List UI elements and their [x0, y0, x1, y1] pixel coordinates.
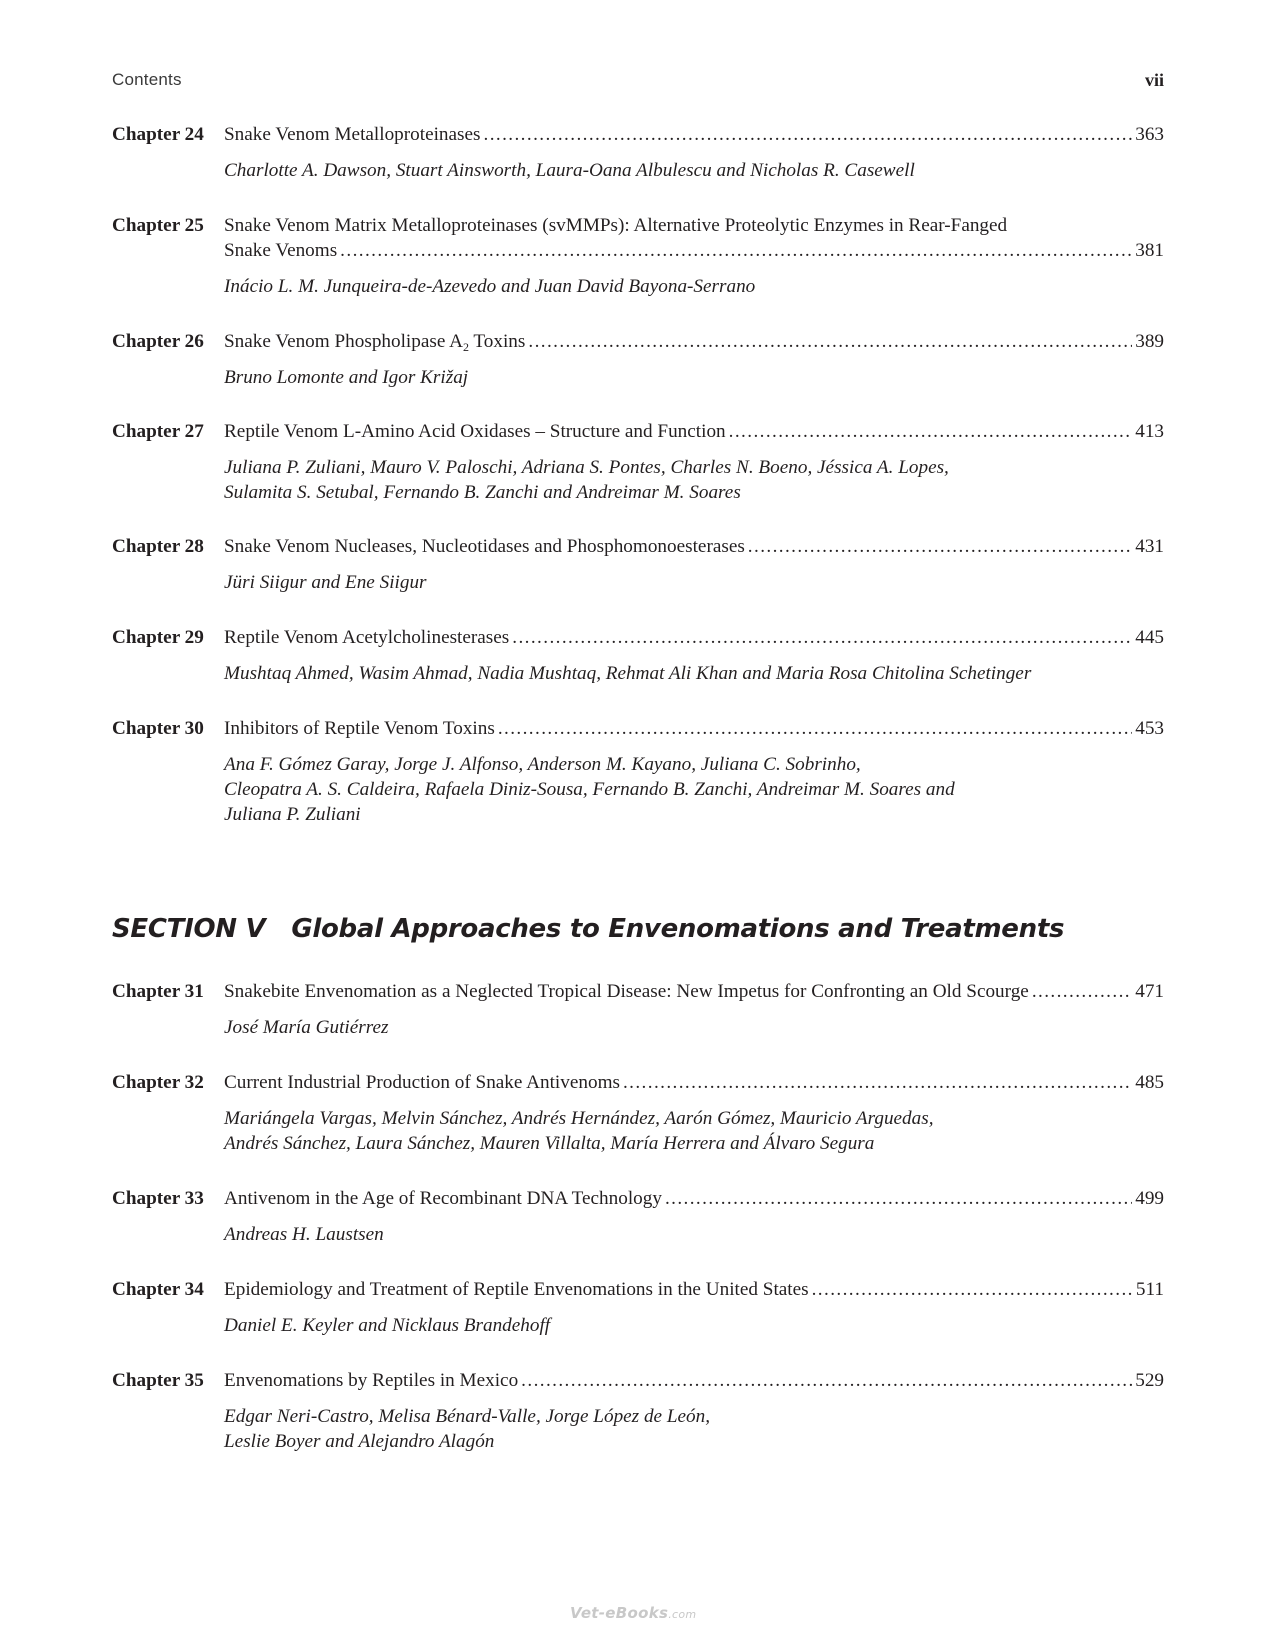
dot-leader: [521, 1368, 1132, 1393]
toc-entry-chapter-33[interactable]: [112, 1186, 1164, 1247]
dot-leader: [484, 122, 1133, 147]
chapter-label: Chapter 34: [112, 1279, 204, 1300]
author-line: Cleopatra A. S. Caldeira, Rafaela Diniz-Sousa, Fernando B. Zanchi, Andreimar M. Soares and: [224, 779, 955, 800]
section-number: SECTION V: [112, 914, 266, 944]
chapter-label: Chapter 30: [112, 718, 204, 739]
dot-leader: [623, 1070, 1132, 1095]
toc-entry-chapter-27[interactable]: [112, 419, 1164, 505]
author-line: Sulamita S. Setubal, Fernando B. Zanchi and Andreimar M. Soares: [224, 482, 741, 503]
chapter-page: 381: [1135, 240, 1164, 261]
dot-leader: [528, 329, 1132, 354]
author-line: Inácio L. M. Junqueira-de-Azevedo and Juan David Bayona-Serrano: [224, 276, 756, 297]
title-subscript: 2: [462, 340, 469, 354]
dot-leader: [1032, 979, 1132, 1004]
chapter-title: Snake Venom Metalloproteinases: [224, 124, 481, 145]
author-line: Daniel E. Keyler and Nicklaus Brandehoff: [224, 1315, 551, 1336]
author-line: Edgar Neri-Castro, Melisa Bénard-Valle, Jorge López de León,: [224, 1406, 711, 1427]
chapter-label: Chapter 25: [112, 215, 204, 236]
toc-entry-chapter-35[interactable]: [112, 1368, 1164, 1454]
chapter-title: Snakebite Envenomation as a Neglected Tropical Disease: New Impetus for Confronting an Old Scourge: [224, 981, 1029, 1002]
watermark-domain: .com: [668, 1608, 697, 1621]
chapter-label: Chapter 35: [112, 1370, 204, 1391]
author-line: Andreas H. Laustsen: [224, 1224, 384, 1245]
chapter-authors: [224, 570, 1164, 595]
toc-entry-chapter-29[interactable]: [112, 625, 1164, 686]
chapter-authors: [224, 365, 1164, 390]
author-line: Leslie Boyer and Alejandro Alagón: [224, 1431, 495, 1452]
chapter-title: Envenomations by Reptiles in Mexico: [224, 1370, 519, 1391]
chapter-label: Chapter 31: [112, 981, 204, 1002]
author-line: Mushtaq Ahmed, Wasim Ahmad, Nadia Mushtaq, Rehmat Ali Khan and Maria Rosa Chitolina Schetinger: [224, 663, 1032, 684]
chapter-authors: [224, 752, 1164, 827]
chapter-page: 453: [1135, 718, 1164, 739]
chapter-label: Chapter 28: [112, 536, 204, 557]
chapter-page: 445: [1135, 627, 1164, 648]
section-heading: [112, 912, 1064, 946]
dot-leader: [812, 1277, 1133, 1302]
page-number: vii: [1144, 70, 1164, 90]
dot-leader: [340, 238, 1132, 263]
chapter-authors: [224, 1222, 1164, 1247]
chapter-title-line-1: Snake Venom Matrix Metalloproteinases (svMMPs): Alternative Proteolytic Enzymes in Rear-Fanged: [224, 215, 1008, 236]
chapter-page: 499: [1135, 1188, 1164, 1209]
toc-entry-chapter-31[interactable]: [112, 979, 1164, 1040]
chapter-authors: [224, 1404, 1164, 1454]
chapter-label: Chapter 24: [112, 124, 204, 145]
toc-entry-chapter-34[interactable]: [112, 1277, 1164, 1338]
chapter-label: Chapter 32: [112, 1072, 204, 1093]
toc-entry-chapter-26[interactable]: [112, 329, 1164, 390]
chapter-authors: [224, 661, 1164, 686]
chapter-authors: [224, 1106, 1164, 1156]
toc-entry-chapter-32[interactable]: [112, 1070, 1164, 1156]
toc-entry-chapter-24[interactable]: [112, 122, 1164, 183]
author-line: Andrés Sánchez, Laura Sánchez, Mauren Villalta, María Herrera and Álvaro Segura: [224, 1133, 875, 1154]
chapter-title: Epidemiology and Treatment of Reptile Envenomations in the United States: [224, 1279, 809, 1300]
chapter-title: Snake Venoms: [224, 240, 338, 261]
chapter-page: 363: [1135, 124, 1164, 145]
chapter-title: Snake Venom Nucleases, Nucleotidases and Phosphomonoesterases: [224, 536, 745, 557]
author-line: Juliana P. Zuliani: [224, 804, 361, 825]
author-line: Jüri Siigur and Ene Siigur: [224, 572, 427, 593]
chapter-title: Inhibitors of Reptile Venom Toxins: [224, 718, 495, 739]
watermark-logo: [570, 1604, 696, 1622]
chapter-label: Chapter 27: [112, 421, 204, 442]
chapter-title: Reptile Venom L-Amino Acid Oxidases – Structure and Function: [224, 421, 726, 442]
chapter-title: Current Industrial Production of Snake Antivenoms: [224, 1072, 620, 1093]
dot-leader: [729, 419, 1133, 444]
author-line: Mariángela Vargas, Melvin Sánchez, Andrés Hernández, Aarón Gómez, Mauricio Arguedas,: [224, 1108, 934, 1129]
title-text-end: Toxins: [468, 331, 526, 352]
dot-leader: [748, 534, 1132, 559]
toc-entry-chapter-25[interactable]: [112, 213, 1164, 299]
section-title: Global Approaches to Envenomations and Treatments: [291, 914, 1065, 944]
chapter-authors: [224, 1015, 1164, 1040]
toc-entry-chapter-30[interactable]: [112, 716, 1164, 827]
chapter-title: Antivenom in the Age of Recombinant DNA Technology: [224, 1188, 662, 1209]
chapter-authors: [224, 1313, 1164, 1338]
chapter-page: 511: [1135, 1279, 1164, 1300]
author-line: Ana F. Gómez Garay, Jorge J. Alfonso, Anderson M. Kayano, Juliana C. Sobrinho,: [224, 754, 861, 775]
chapter-page: 471: [1135, 981, 1164, 1002]
dot-leader: [665, 1186, 1132, 1211]
watermark-brand: Vet-eBooks: [570, 1604, 669, 1622]
chapter-label: Chapter 26: [112, 331, 204, 352]
chapter-authors: [224, 274, 1164, 299]
chapter-page: 389: [1135, 331, 1164, 352]
chapter-page: 431: [1135, 536, 1164, 557]
dot-leader: [512, 625, 1132, 650]
chapter-page: 485: [1135, 1072, 1164, 1093]
dot-leader: [498, 716, 1132, 741]
chapter-label: Chapter 33: [112, 1188, 204, 1209]
author-line: Juliana P. Zuliani, Mauro V. Paloschi, Adriana S. Pontes, Charles N. Boeno, Jéssica A. Lopes,: [224, 457, 949, 478]
chapter-authors: [224, 158, 1164, 183]
chapter-page: 413: [1135, 421, 1164, 442]
title-text: Snake Venom Phospholipase A: [224, 331, 463, 352]
chapter-label: Chapter 29: [112, 627, 204, 648]
author-line: Bruno Lomonte and Igor Križaj: [224, 367, 469, 388]
chapter-title: Reptile Venom Acetylcholinesterases: [224, 627, 510, 648]
chapter-page: 529: [1135, 1370, 1164, 1391]
chapter-title: [224, 329, 525, 354]
running-head-title: Contents: [112, 70, 182, 89]
author-line: Charlotte A. Dawson, Stuart Ainsworth, Laura-Oana Albulescu and Nicholas R. Casewell: [224, 160, 915, 181]
author-line: José María Gutiérrez: [224, 1017, 389, 1038]
chapter-authors: [224, 455, 1164, 505]
toc-entry-chapter-28[interactable]: [112, 534, 1164, 595]
